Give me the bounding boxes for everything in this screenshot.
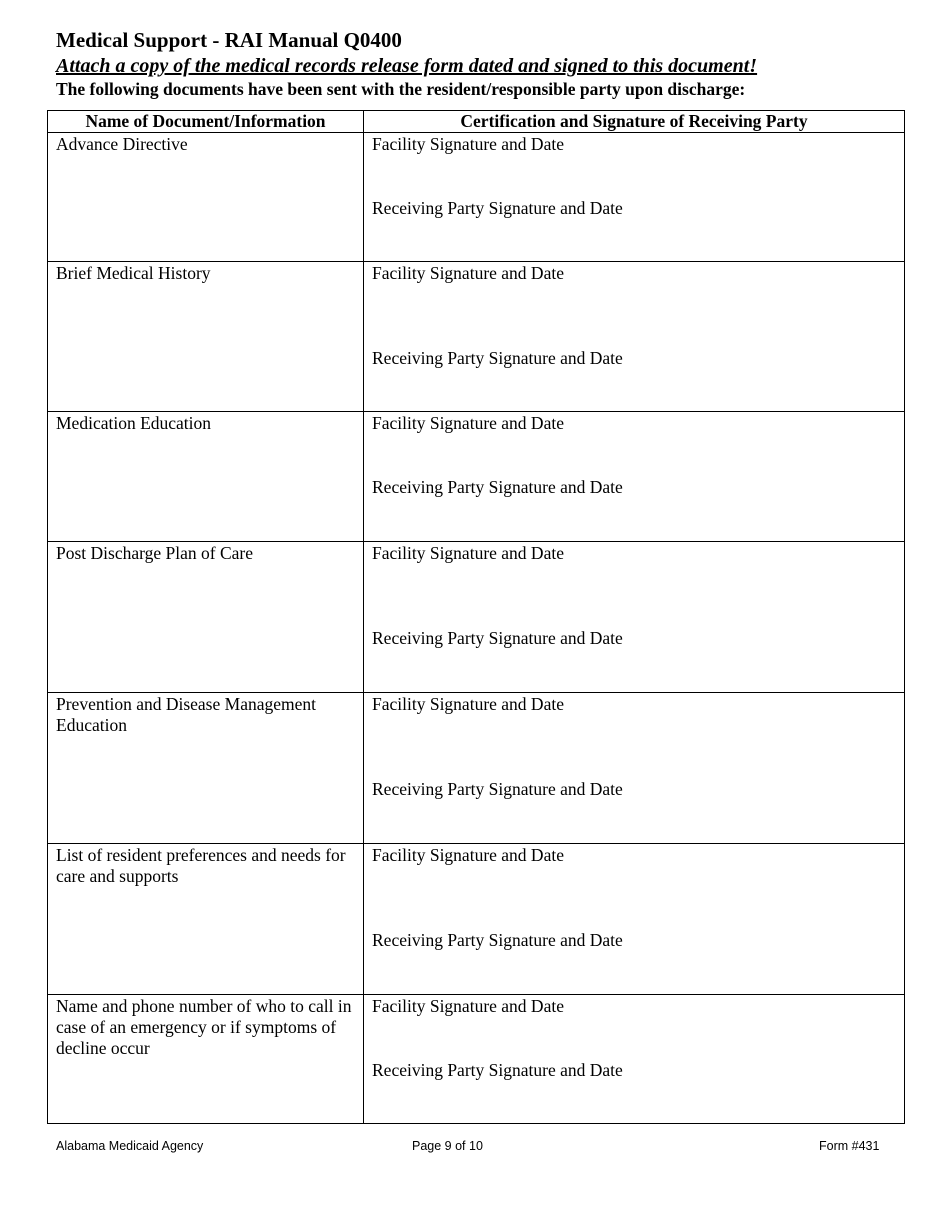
intro-text: The following documents have been sent with the resident/responsible party upon discharge:	[56, 79, 746, 99]
signature-cell	[364, 995, 905, 1124]
table-row	[48, 133, 905, 262]
table-row	[48, 412, 905, 542]
table-row	[48, 995, 905, 1124]
document-name: Advance Directive	[56, 134, 188, 154]
table-header-row	[48, 111, 905, 133]
document-name: Prevention and Disease Management Education	[56, 694, 316, 735]
document-name: Brief Medical History	[56, 263, 211, 283]
facility-signature-label: Facility Signature and Date	[372, 134, 564, 154]
table-row	[48, 844, 905, 995]
receiving-signature-label: Receiving Party Signature and Date	[372, 628, 623, 648]
column-header-document: Name of Document/Information	[48, 111, 364, 133]
table-row	[48, 542, 905, 693]
receiving-signature-label: Receiving Party Signature and Date	[372, 477, 623, 497]
signature-cell	[364, 542, 905, 693]
column-header-certification: Certification and Signature of Receiving Party	[364, 111, 905, 133]
document-name: Post Discharge Plan of Care	[56, 543, 254, 563]
facility-signature-label: Facility Signature and Date	[372, 543, 564, 563]
signature-cell	[364, 844, 905, 995]
facility-signature-label: Facility Signature and Date	[372, 413, 564, 433]
footer-agency: Alabama Medicaid Agency	[56, 1139, 204, 1153]
receiving-signature-label: Receiving Party Signature and Date	[372, 198, 623, 218]
receiving-signature-label: Receiving Party Signature and Date	[372, 1060, 623, 1080]
facility-signature-label: Facility Signature and Date	[372, 996, 564, 1016]
signature-cell	[364, 693, 905, 844]
receiving-signature-label: Receiving Party Signature and Date	[372, 930, 623, 950]
document-name: List of resident preferences and needs for care and supports	[56, 845, 346, 886]
facility-signature-label: Facility Signature and Date	[372, 694, 564, 714]
document-name-cell	[48, 133, 364, 262]
footer-form-number: Form #431	[819, 1139, 880, 1153]
document-name-cell	[48, 262, 364, 412]
facility-signature-label: Facility Signature and Date	[372, 263, 564, 283]
table-row	[48, 262, 905, 412]
document-name-cell	[48, 693, 364, 844]
receiving-signature-label: Receiving Party Signature and Date	[372, 348, 623, 368]
signature-cell	[364, 412, 905, 542]
document-name: Medication Education	[56, 413, 212, 433]
document-name-cell	[48, 412, 364, 542]
signature-cell	[364, 133, 905, 262]
document-name-cell	[48, 542, 364, 693]
receiving-signature-label: Receiving Party Signature and Date	[372, 779, 623, 799]
document-name-cell	[48, 995, 364, 1124]
signature-cell	[364, 262, 905, 412]
table-row	[48, 693, 905, 844]
facility-signature-label: Facility Signature and Date	[372, 845, 564, 865]
attach-instruction: Attach a copy of the medical records release form dated and signed to this document!	[56, 55, 758, 77]
documents-table	[47, 110, 905, 1124]
document-name-cell	[48, 844, 364, 995]
document-name: Name and phone number of who to call in case of an emergency or if symptoms of decline occur	[56, 996, 352, 1058]
footer-page-number: Page 9 of 10	[412, 1139, 483, 1153]
page-title: Medical Support - RAI Manual Q0400	[56, 28, 402, 52]
